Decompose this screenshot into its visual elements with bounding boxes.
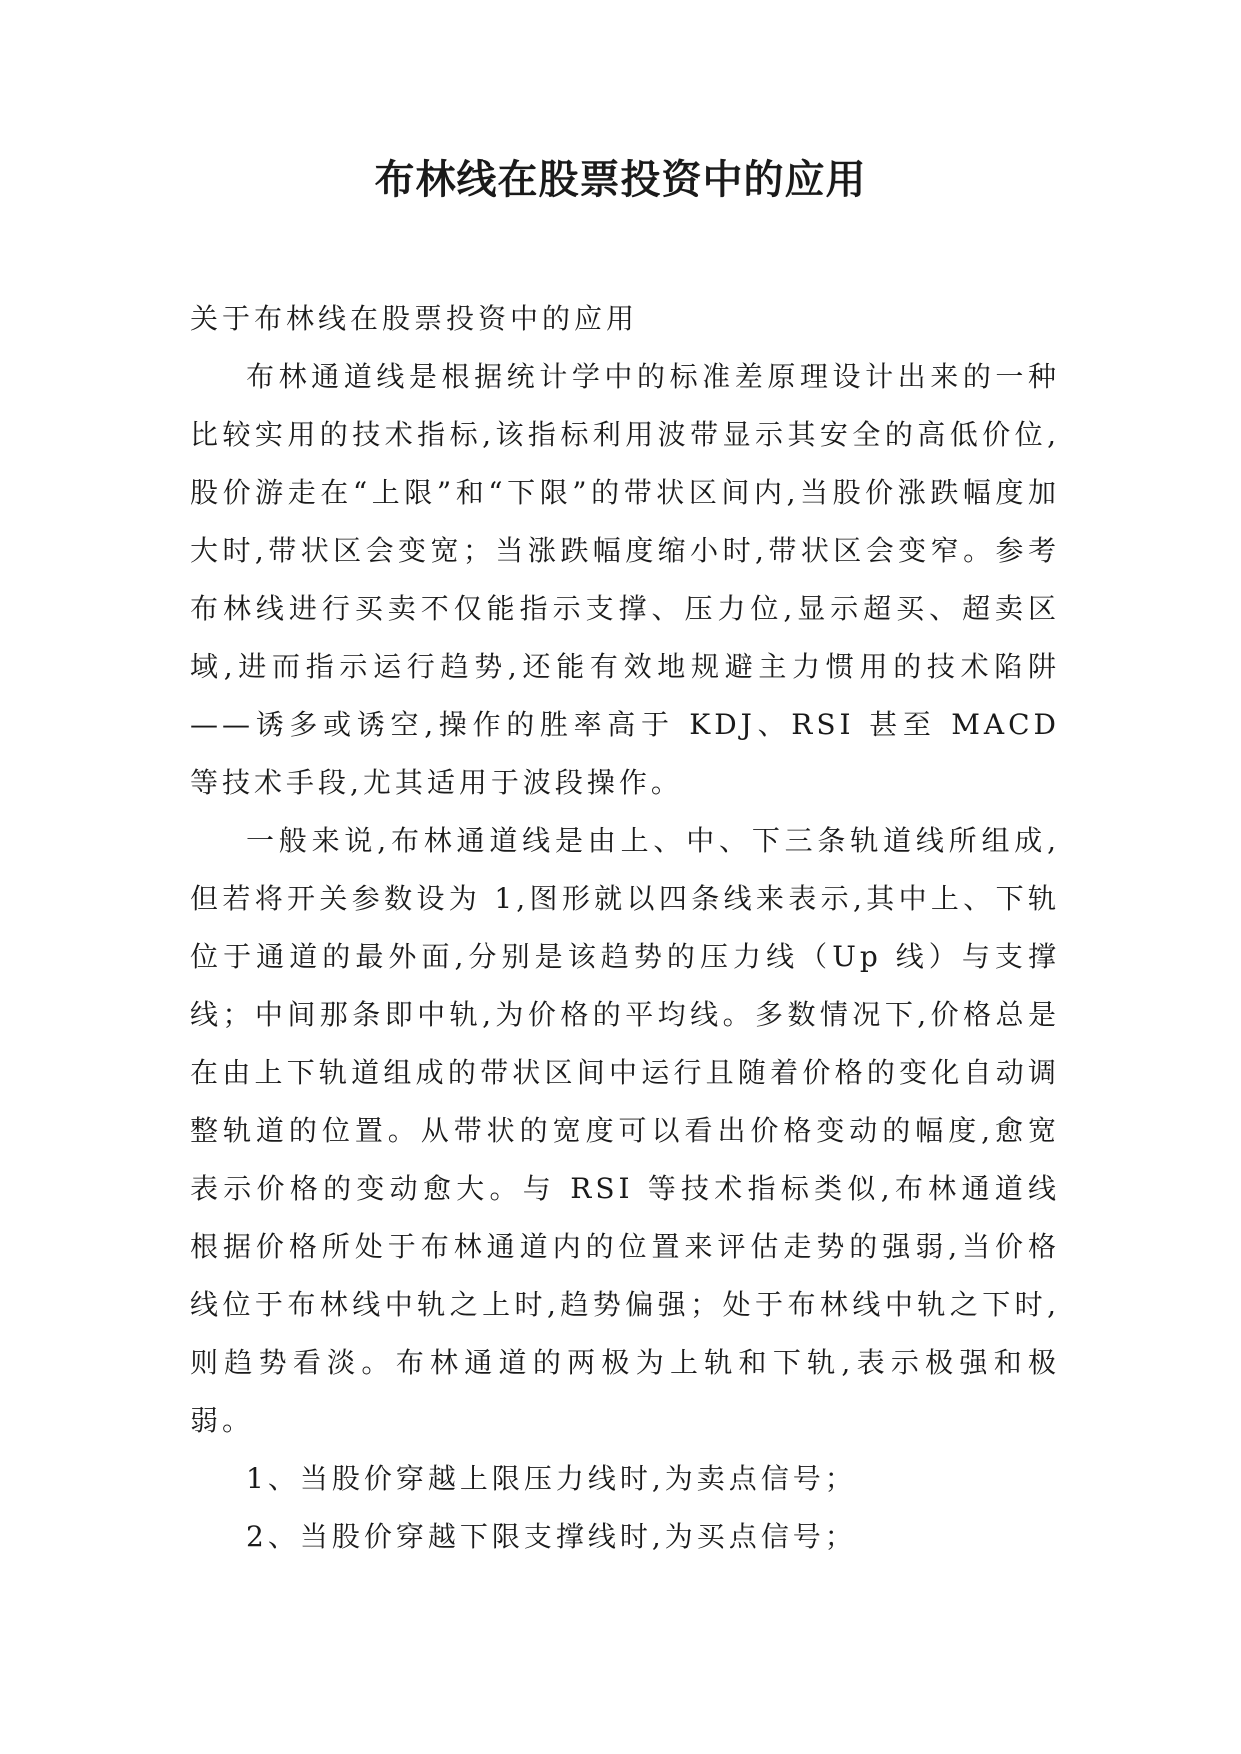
list-item-buy-signal: 2、当股价穿越下限支撑线时,为买点信号； bbox=[246, 1520, 857, 1553]
list-item-sell-signal: 1、当股价穿越上限压力线时,为卖点信号； bbox=[246, 1462, 857, 1495]
document-subtitle: 关于布林线在股票投资中的应用 bbox=[190, 302, 639, 335]
document-title: 布林线在股票投资中的应用 bbox=[374, 157, 867, 203]
paragraph-bollinger-definition: 布林通道线是根据统计学中的标准差原理设计出来的一种比较实用的技术指标,该指标利用波带显示其安全的高低价位,股价游走在“上限”和“下限”的带状区间内,当股价涨跌幅度加大时,带状区会变宽；当涨跌幅度缩小时,带状区会变窄。参考布林线进行买卖不仅能指示支撑、压力位,显示超买、超卖区域,进而指示运行趋势,还能有效地规避主力惯用的技术陷阱——诱多或诱空,操作的胜率高于 KDJ、RSI 甚至 MACD 等技术手段,尤其适用于波段操作。 bbox=[190, 360, 1060, 799]
document-body bbox=[190, 290, 1060, 1566]
paragraph-bollinger-structure: 一般来说,布林通道线是由上、中、下三条轨道线所组成,但若将开关参数设为 1,图形就以四条线来表示,其中上、下轨位于通道的最外面,分别是该趋势的压力线（Up 线）与支撑线；中间那条即中轨,为价格的平均线。多数情况下,价格总是在由上下轨道组成的带状区间中运行且随着价格的变化自动调整轨道的位置。从带状的宽度可以看出价格变动的幅度,愈宽表示价格的变动愈大。与 RSI 等技术指标类似,布林通道线根据价格所处于布林通道内的位置来评估走势的强弱,当价格线位于布林线中轨之上时,趋势偏强；处于布林线中轨之下时,则趋势看淡。布林通道的两极为上轨和下轨,表示极强和极弱。 bbox=[190, 824, 1060, 1437]
